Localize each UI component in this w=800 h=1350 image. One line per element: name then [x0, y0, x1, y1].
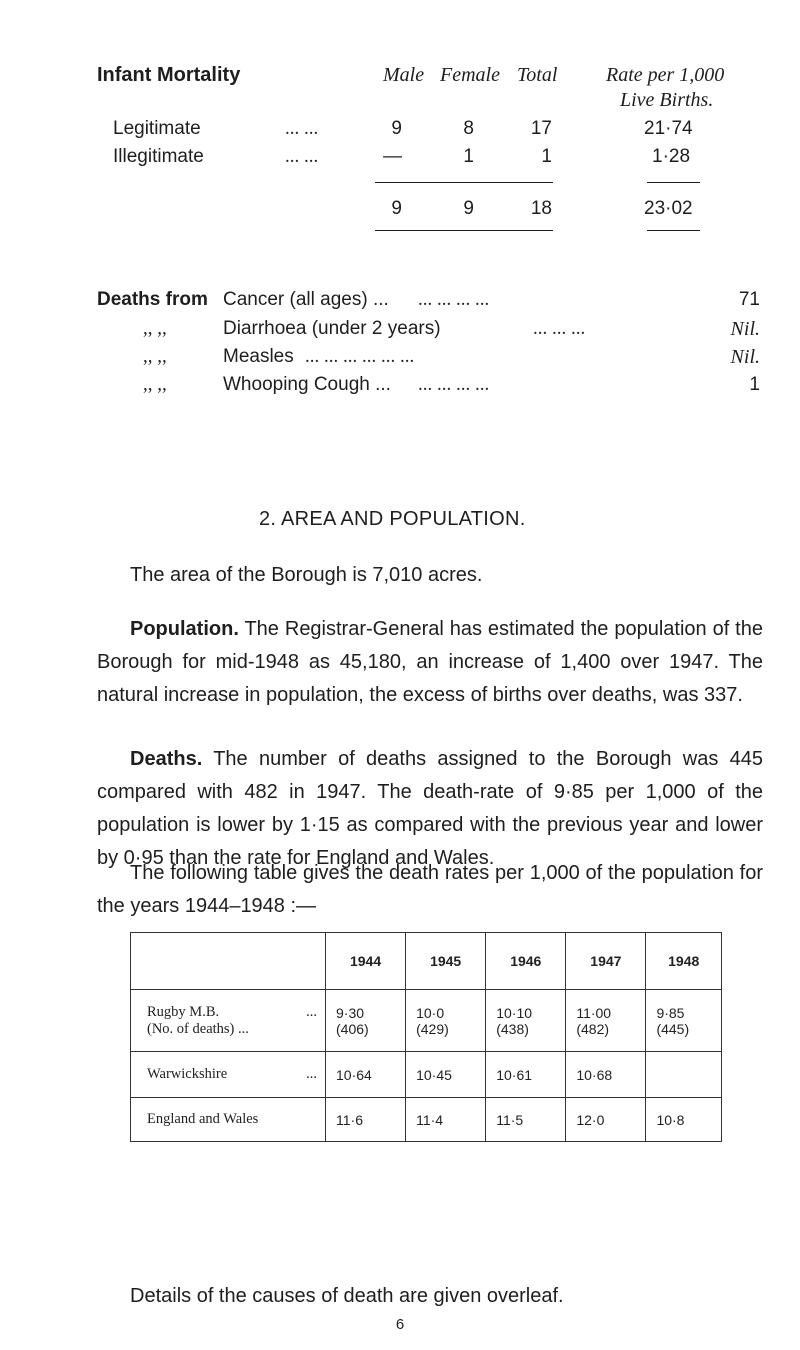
table-header-row — [131, 933, 722, 990]
rugby-deaths: (406) — [336, 1020, 369, 1037]
header-female: Female — [440, 64, 500, 86]
deaths-paragraph — [97, 743, 763, 875]
total-male: 9 — [391, 198, 402, 219]
table-header-year: 1947 — [566, 933, 646, 990]
rugby-cell — [406, 990, 486, 1052]
table-header-year: 1945 — [406, 933, 486, 990]
rugby-rate: 9·85 — [656, 1004, 685, 1021]
row-legitimate-male: 9 — [391, 118, 402, 139]
warwick-dots: ... — [306, 1066, 317, 1082]
warwick-rate: 10·64 — [326, 1052, 406, 1098]
population-label: Population. — [130, 618, 239, 640]
england-label: England and Wales — [131, 1098, 326, 1142]
ditto-marks: ,, ,, — [143, 374, 167, 395]
ditto-marks: ,, ,, — [143, 346, 167, 367]
header-rate: Rate per 1,000 — [606, 64, 725, 86]
death-item-measles-label: Measles — [223, 346, 294, 367]
total-rule-counts — [375, 230, 553, 231]
row-illegitimate-female: 1 — [463, 146, 474, 167]
rugby-rate: 10·0 — [416, 1004, 445, 1021]
rugby-sub-label: (No. of deaths) ... — [147, 1020, 249, 1037]
england-rate: 11·4 — [406, 1098, 486, 1142]
page-number: 6 — [395, 1316, 405, 1333]
deaths-from-label: Deaths from — [97, 289, 208, 310]
row-illegitimate-label: Illegitimate — [113, 146, 204, 167]
rugby-rate: 9·30 — [336, 1004, 365, 1021]
header-total: Total — [517, 64, 558, 86]
death-item-measles-dots: ... ... ... ... ... ... — [305, 346, 415, 367]
total-female: 9 — [463, 198, 474, 219]
rugby-deaths: (438) — [496, 1020, 529, 1037]
row-legitimate-dots: ... ... — [285, 118, 319, 139]
row-illegitimate-total: 1 — [541, 146, 552, 167]
population-text: The Registrar-General has estimated the population of the Borough for mid-1948 as 45,180, an increase of 1,400 over 1947. The natural increase in population, the excess of births over deaths, was 337. — [97, 618, 763, 706]
population-paragraph — [97, 613, 763, 712]
subtotal-rule-counts — [375, 182, 553, 183]
warwick-rate — [646, 1052, 722, 1098]
deaths-text: The number of deaths assigned to the Borough was 445 compared with 482 in 1947. The death-rate of 9·85 per 1,000 of the population is lower by 1·15 as compared with the previous year and lower by 0·95 than the rate for England and Wales. — [97, 748, 764, 869]
total-rate: 23·02 — [644, 198, 693, 219]
area-text: The area of the Borough is 7,010 acres. — [130, 564, 483, 586]
details-text: Details of the causes of death are given overleaf. — [130, 1285, 564, 1307]
rugby-label: Rugby M.B. — [147, 1003, 220, 1020]
rugby-cell — [326, 990, 406, 1052]
infant-mortality-title: Infant Mortality — [97, 64, 241, 86]
england-rate: 12·0 — [566, 1098, 646, 1142]
death-item-whooping-value: 1 — [749, 374, 760, 395]
table-header-year: 1948 — [646, 933, 722, 990]
warwick-rate: 10·45 — [406, 1052, 486, 1098]
rugby-deaths: (445) — [656, 1020, 690, 1037]
table-row-warwickshire — [131, 1052, 722, 1098]
warwick-rate: 10·68 — [566, 1052, 646, 1098]
death-item-whooping-label: Whooping Cough ... — [223, 374, 391, 395]
death-item-whooping-dots: ... ... ... ... — [418, 374, 490, 395]
death-item-cancer-label: Cancer (all ages) ... — [223, 289, 389, 310]
row-legitimate-label: Legitimate — [113, 118, 201, 139]
row-legitimate-female: 8 — [463, 118, 474, 139]
total-total: 18 — [530, 198, 552, 219]
table-row-england — [131, 1098, 722, 1142]
england-rate: 11·6 — [326, 1098, 406, 1142]
rugby-cell — [486, 990, 566, 1052]
row-legitimate-rate: 21·74 — [644, 118, 693, 139]
warwick-label-cell — [131, 1052, 326, 1098]
rugby-rate: 10·10 — [496, 1004, 533, 1021]
table-header-year: 1946 — [486, 933, 566, 990]
row-illegitimate-dots: ... ... — [285, 146, 319, 167]
row-illegitimate-rate: 1·28 — [652, 146, 691, 167]
ditto-marks: ,, ,, — [143, 318, 167, 339]
subtotal-rule-rate — [647, 182, 700, 183]
death-rates-table — [130, 932, 722, 1142]
death-item-cancer-dots: ... ... ... ... — [418, 289, 490, 310]
table-header-blank — [131, 933, 326, 990]
table-intro-paragraph — [97, 857, 763, 923]
death-item-diarrhoea-dots: ... ... ... — [533, 318, 586, 339]
rugby-deaths: (482) — [576, 1020, 610, 1037]
england-rate: 11·5 — [486, 1098, 566, 1142]
header-male: Male — [383, 64, 425, 86]
rugby-cell — [646, 990, 722, 1052]
deaths-label: Deaths. — [130, 748, 203, 770]
table-row-rugby — [131, 990, 722, 1052]
england-rate: 10·8 — [646, 1098, 722, 1142]
rugby-cell — [566, 990, 646, 1052]
table-intro-text: The following table gives the death rates per 1,000 of the population for the years 1944–1948 :— — [97, 862, 763, 917]
death-item-cancer-value: 71 — [738, 289, 760, 310]
row-legitimate-total: 17 — [530, 118, 552, 139]
header-live-births: Live Births. — [620, 89, 714, 111]
death-item-diarrhoea-label: Diarrhoea (under 2 years) — [223, 318, 441, 339]
rugby-dots: ... — [306, 1003, 317, 1020]
warwick-label: Warwickshire — [147, 1066, 228, 1082]
section-heading: 2. AREA AND POPULATION. — [259, 508, 526, 530]
death-item-diarrhoea-value: Nil. — [730, 318, 760, 340]
death-item-measles-value: Nil. — [730, 346, 760, 368]
total-rule-rate — [647, 230, 700, 231]
rugby-label-cell — [131, 990, 326, 1052]
warwick-rate: 10·61 — [486, 1052, 566, 1098]
rugby-rate: 11·00 — [576, 1004, 612, 1021]
rugby-deaths: (429) — [416, 1020, 449, 1037]
row-illegitimate-male: — — [383, 146, 402, 167]
table-header-year: 1944 — [326, 933, 406, 990]
